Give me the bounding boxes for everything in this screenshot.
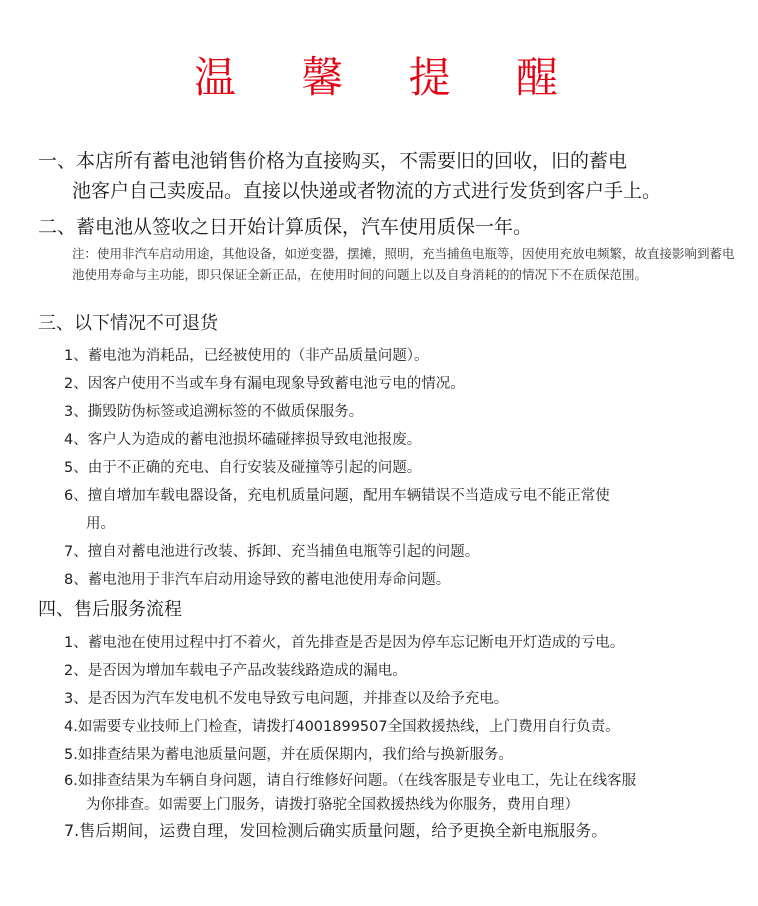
item-number: 3、 xyxy=(64,404,88,420)
list-item xyxy=(64,426,734,454)
item-number: 5. xyxy=(64,747,78,763)
page-title: 温 馨 提 醒 xyxy=(193,53,585,102)
item-text: 擅自增加车载电器设备，充电机质量问题，配用车辆错误不当造成亏电不能正常使 xyxy=(87,488,610,504)
item-number: 2、 xyxy=(64,663,88,679)
item-number: 6、 xyxy=(64,488,88,504)
item-number: 7. xyxy=(64,821,80,840)
item-text: 客户人为造成的蓄电池损坏磕碰摔损导致电池报废。 xyxy=(87,432,422,448)
section-4-heading: 四、售后服务流程 xyxy=(38,599,182,620)
item-text: 蓄电池用于非汽车启动用途导致的蓄电池使用寿命问题。 xyxy=(87,572,451,588)
list-item xyxy=(64,566,734,594)
list-item xyxy=(64,538,734,566)
item-text: 因客户使用不当或车身有漏电现象导致蓄电池亏电的情况。 xyxy=(87,376,465,392)
item-text-continued: 用。 xyxy=(86,516,115,532)
section-1 xyxy=(38,146,728,206)
section-2-note: 注：使用非汽车启动用途，其他设备，如逆变器，摆摊，照明，充当捕鱼电瓶等，因使用充放电频繁，故直接影响到蓄电池使用寿命与主功能，即只保证全新正品，在使用时间的问题上以及自身消耗的的情况下不在质保范围。 xyxy=(72,246,735,282)
item-text: 如排查结果为车辆自身问题，请自行维修好问题。（在线客服是专业电工，先让在线客服 xyxy=(77,773,637,789)
section-2 xyxy=(38,212,728,242)
section-2-text: 蓄电池从签收之日开始计算质保，汽车使用质保一年。 xyxy=(76,216,533,238)
item-text: 撕毁防伪标签或追溯标签的不做质保服务。 xyxy=(87,404,364,420)
list-item xyxy=(64,657,734,685)
item-number: 5、 xyxy=(64,460,88,476)
section-1-line-1: 本店所有蓄电池销售价格为直接购买，不需要旧的回收，旧的蓄电 xyxy=(76,150,628,172)
list-item xyxy=(64,769,734,817)
item-text-continued: 为你排查。如需要上门服务，请拨打骆驼全国救援热线为你服务，费用自理） xyxy=(86,797,579,813)
item-number: 7、 xyxy=(64,544,88,560)
list-item xyxy=(64,685,734,713)
item-number: 8、 xyxy=(64,572,88,588)
item-number: 2、 xyxy=(64,376,88,392)
item-text: 如需要专业技师上门检查，请拨打4001899507全国救援热线，上门费用自行负责。 xyxy=(77,719,620,735)
item-text: 是否因为增加车载电子产品改装线路造成的漏电。 xyxy=(87,663,407,679)
section-3-heading: 三、以下情况不可退货 xyxy=(38,313,218,334)
item-text: 是否因为汽车发电机不发电导致亏电问题，并排查以及给予充电。 xyxy=(87,691,509,707)
item-text: 如排查结果为蓄电池质量问题，并在质保期内，我们给与换新服务。 xyxy=(77,747,513,763)
list-item xyxy=(64,817,734,845)
item-number: 1、 xyxy=(64,348,88,364)
section-1-line-2: 池客户自己卖废品。直接以快递或者物流的方式进行发货到客户手上。 xyxy=(72,180,662,202)
list-item xyxy=(64,713,734,741)
item-number: 4. xyxy=(64,719,78,735)
list-item xyxy=(64,741,734,769)
item-text: 由于不正确的充电、自行安装及碰撞等引起的问题。 xyxy=(87,460,422,476)
list-item xyxy=(64,454,734,482)
item-text: 蓄电池在使用过程中打不着火，首先排查是否是因为停车忘记断电开灯造成的亏电。 xyxy=(87,635,625,651)
item-text: 擅自对蓄电池进行改装、拆卸、充当捕鱼电瓶等引起的问题。 xyxy=(87,544,480,560)
item-number: 3、 xyxy=(64,691,88,707)
list-item xyxy=(64,342,734,370)
list-item xyxy=(64,482,734,538)
item-text: 蓄电池为消耗品，已经被使用的（非产品质量问题）。 xyxy=(87,348,429,364)
item-number: 1、 xyxy=(64,635,88,651)
section-2-number: 二、 xyxy=(38,216,77,238)
list-item xyxy=(64,629,734,657)
list-item xyxy=(64,370,734,398)
section-1-number: 一、 xyxy=(38,150,77,172)
list-item xyxy=(64,398,734,426)
item-text: 售后期间，运费自理，发回检测后确实质量问题，给予更换全新电瓶服务。 xyxy=(79,821,608,840)
item-number: 6. xyxy=(64,773,78,789)
item-number: 4、 xyxy=(64,432,88,448)
